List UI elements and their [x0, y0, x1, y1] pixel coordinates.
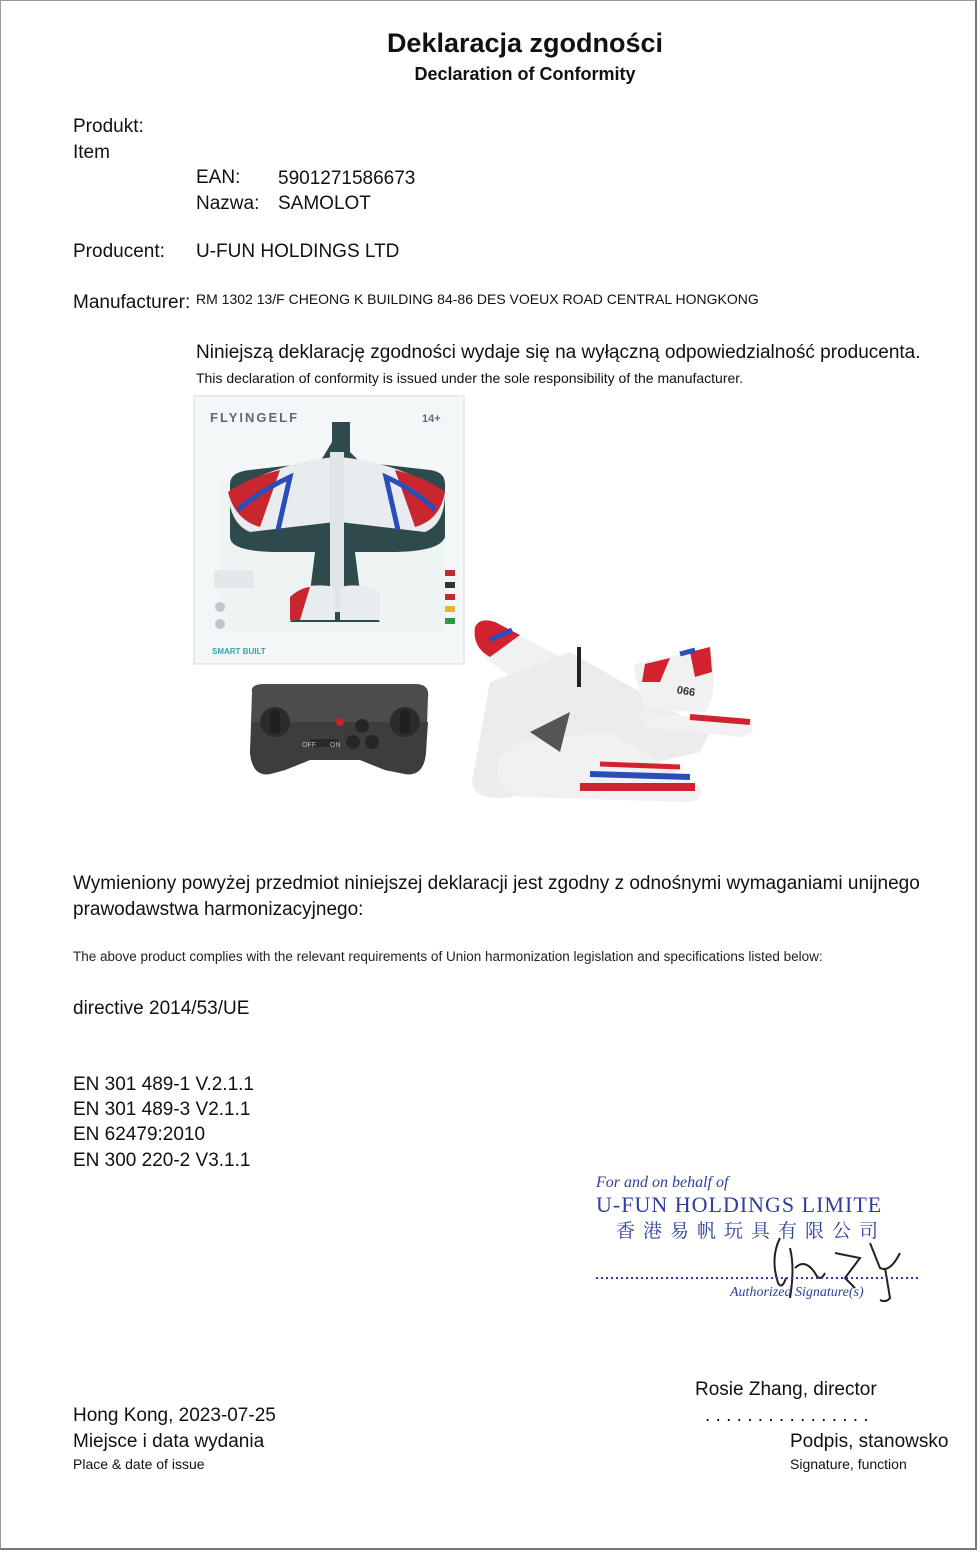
stamp-authorized-signature: Authorized Signature(s): [730, 1285, 864, 1300]
document-subtitle: Declaration of Conformity: [414, 64, 636, 84]
product-box: [194, 396, 464, 664]
box-brand: FLYINGELF: [210, 410, 300, 425]
company-stamp: [590, 1172, 930, 1312]
remote-switch-off: OFF: [302, 742, 316, 749]
name-label: Nazwa:: [196, 193, 260, 214]
responsibility-en: This declaration of conformity is issued under the sole responsibility of the manufacturer.: [196, 370, 744, 386]
signature-label-en: Signature, function: [790, 1456, 907, 1472]
standard-item: EN 301 489-1 V.2.1.1: [73, 1074, 254, 1095]
producer-label: Producent:: [73, 241, 165, 262]
ean-label: EAN:: [196, 167, 241, 188]
compliance-pl-line2: prawodawstwa harmonizacyjnego:: [73, 899, 364, 920]
place-label-en: Place & date of issue: [73, 1456, 205, 1472]
name-value: SAMOLOT: [278, 193, 371, 214]
manufacturer-label: Manufacturer:: [73, 292, 191, 313]
box-age: 14+: [422, 413, 441, 425]
signer-name: Rosie Zhang, director: [695, 1379, 877, 1400]
remote-controller: [250, 684, 428, 774]
stamp-line-behalf: For and on behalf of: [596, 1174, 729, 1191]
document-title: Deklaracja zgodności: [386, 28, 664, 58]
product-label-pl: Produkt:: [73, 116, 144, 137]
place-date: Hong Kong, 2023-07-25: [73, 1405, 276, 1426]
standard-item: EN 301 489-3 V2.1.1: [73, 1099, 251, 1120]
standard-item: EN 62479:2010: [73, 1124, 206, 1145]
standard-item: EN 300 220-2 V3.1.1: [73, 1150, 251, 1171]
plane-number: 990: [676, 682, 697, 698]
manufacturer-address: RM 1302 13/F CHEONG K BUILDING 84-86 DES VOEUX ROAD CENTRAL HONGKONG: [196, 291, 759, 307]
ean-value: 5901271586673: [278, 168, 416, 189]
product-label-en: Item: [73, 142, 110, 163]
airplane-model: [472, 620, 753, 802]
product-photo: [190, 392, 770, 822]
signature-dots: . . . . . . . . . . . . . . . .: [705, 1405, 869, 1426]
stamp-company-name-chinese: 香港易帆玩具有限公司: [616, 1220, 887, 1242]
box-footer-text: SMART BUILT: [212, 647, 266, 656]
remote-switch-on: ON: [330, 742, 341, 749]
place-label-pl: Miejsce i data wydania: [73, 1431, 265, 1452]
compliance-pl-line1: Wymieniony powyżej przedmiot niniejszej deklaracji jest zgodny z odnośnymi wymaganiami unijnego: [73, 873, 920, 894]
stamp-company-name: U-FUN HOLDINGS LIMITE: [596, 1192, 883, 1217]
signature-label-pl: Podpis, stanowsko: [790, 1431, 949, 1452]
responsibility-pl: Niniejszą deklarację zgodności wydaje się na wyłączną odpowiedzialność producenta.: [196, 342, 921, 363]
directive: directive 2014/53/UE: [73, 998, 250, 1019]
producer-name: U-FUN HOLDINGS LTD: [196, 241, 400, 262]
compliance-en: The above product complies with the relevant requirements of Union harmonization legislation and specifications listed below:: [73, 949, 823, 964]
